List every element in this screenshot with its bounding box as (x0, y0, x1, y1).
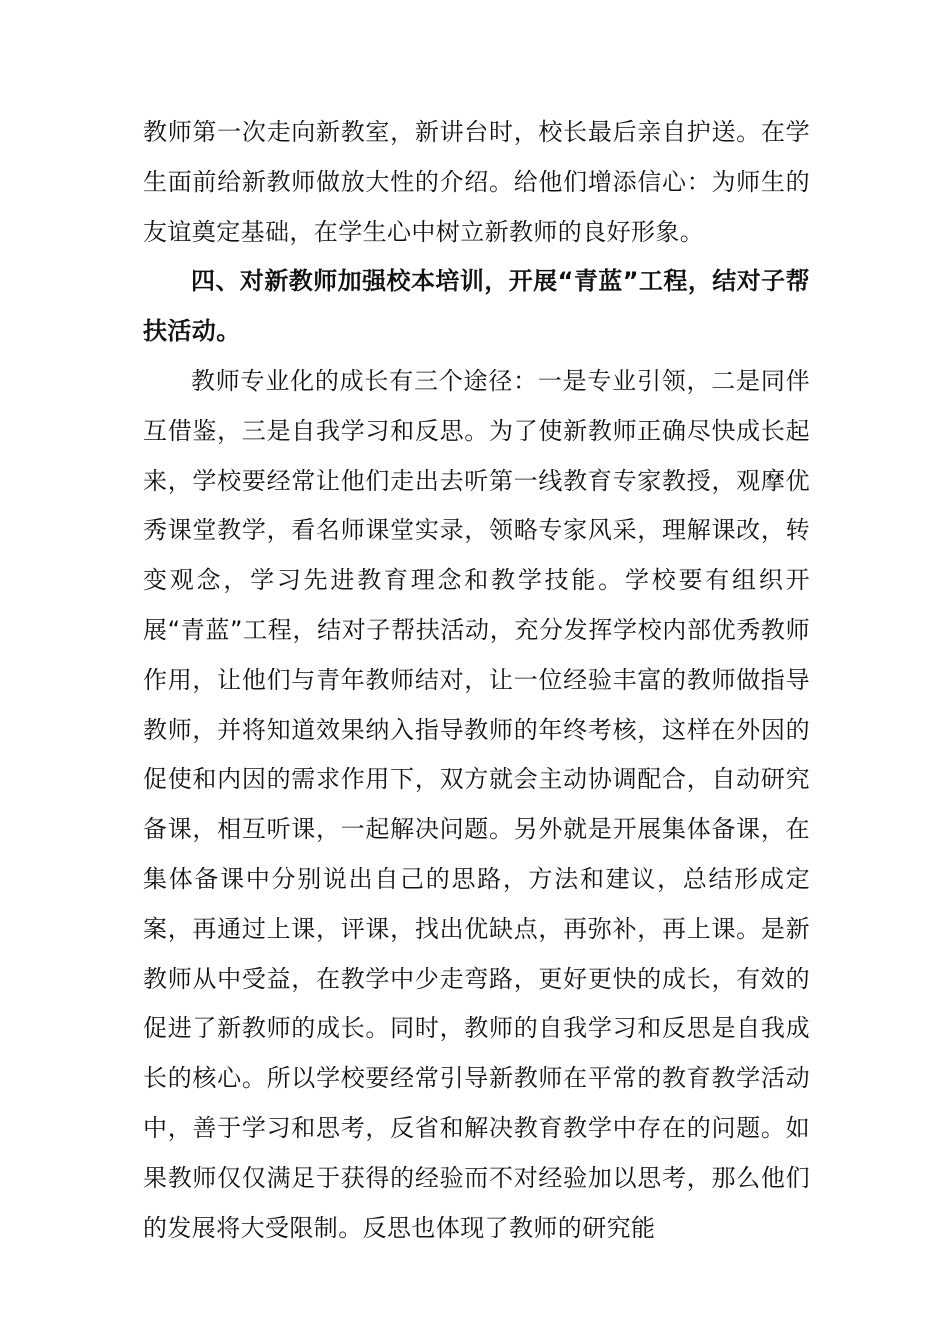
paragraph-body: 教师专业化的成长有三个途径：一是专业引领，二是同伴互借鉴，三是自我学习和反思。为了使新教师正确尽快成长起来，学校要经常让他们走出去听第一线教育专家教授，观摩优秀课堂教学，看名师课堂实录，领略专家风采，理解课改，转变观念，学习先进教育理念和教学技能。学校要有组织开展“青蓝”工程，结对子帮扶活动，充分发挥学校内部优秀教师作用，让他们与青年教师结对，让一位经验丰富的教师做指导教师，并将知道效果纳入指导教师的年终考核，这样在外因的促使和内因的需求作用下，双方就会主动协调配合，自动研究备课，相互听课，一起解决问题。另外就是开展集体备课，在集体备课中分别说出自己的思路，方法和建议，总结形成定案，再通过上课，评课，找出优缺点，再弥补，再上课。是新教师从中受益，在教学中少走弯路，更好更快的成长，有效的促进了新教师的成长。同时，教师的自我学习和反思是自我成长的核心。所以学校要经常引导新教师在平常的教育教学活动中，善于学习和思考，反省和解决教育教学中存在的问题。如果教师仅仅满足于获得的经验而不对经验加以思考，那么他们的发展将大受限制。反思也体现了教师的研究能 (143, 366, 810, 1242)
section-heading-four: 四、对新教师加强校本培训，开展“青蓝”工程，结对子帮扶活动。 (143, 267, 810, 346)
document-page (143, 108, 810, 1253)
paragraph-intro: 教师第一次走向新教室，新讲台时，校长最后亲自护送。在学生面前给新教师做放大性的介绍。给他们增添信心：为师生的友谊奠定基础，在学生心中树立新教师的良好形象。 (143, 118, 810, 246)
